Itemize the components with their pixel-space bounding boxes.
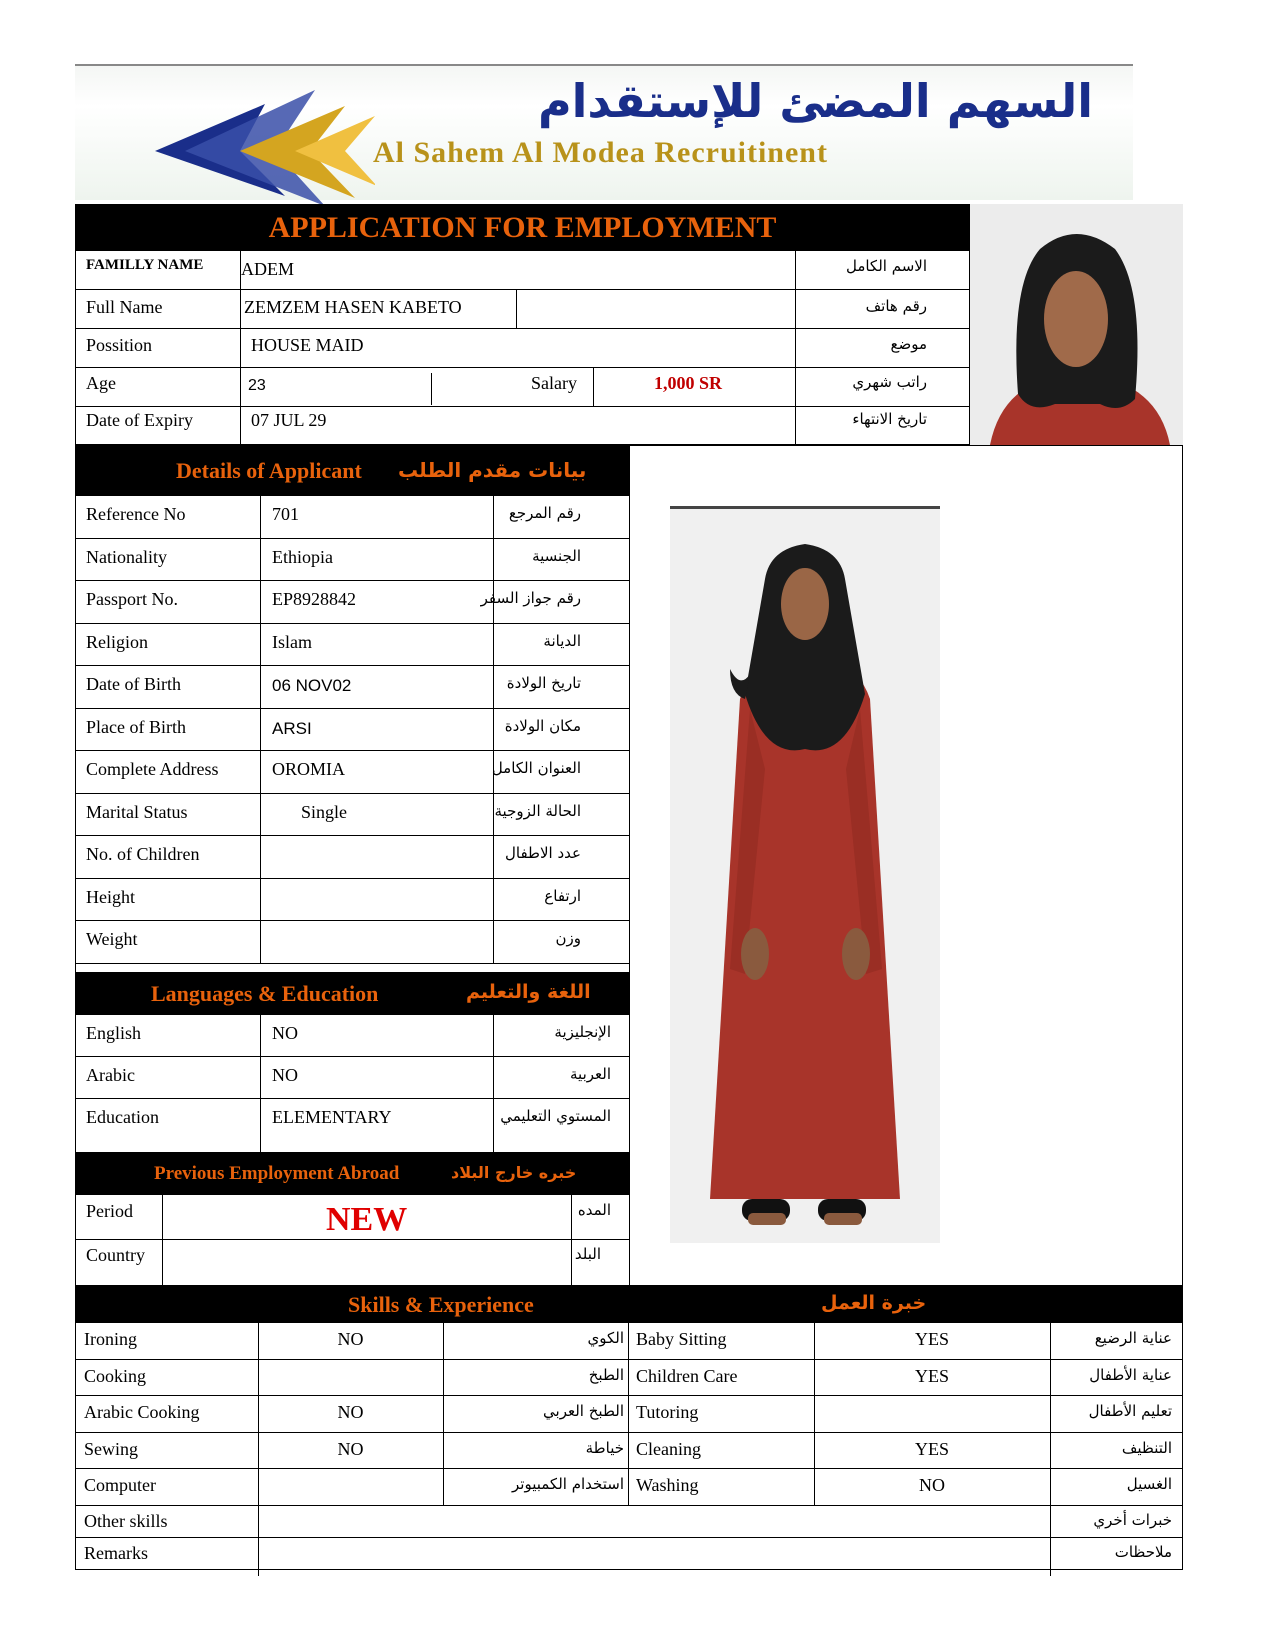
table-row [76, 709, 629, 752]
headshot-photo [970, 204, 1183, 445]
skill-value: NO [337, 1438, 364, 1459]
country-ar: البلد [574, 1245, 601, 1263]
logo-banner [75, 64, 1133, 200]
full-name-label: Full Name [86, 297, 163, 317]
period-label: Period [86, 1201, 133, 1221]
languages-header-bar [76, 973, 629, 1015]
full-body-figure-icon [670, 509, 940, 1243]
form-title-bar [76, 205, 969, 251]
top-block [75, 204, 970, 445]
row-label: Nationality [86, 546, 167, 567]
row-label: English [86, 1023, 142, 1043]
table-row [76, 921, 629, 964]
row-label: Weight [86, 929, 138, 949]
remarks-label: Remarks [84, 1542, 148, 1563]
row-label: Height [86, 886, 135, 907]
row-arabic-label: مكان الولادة [504, 716, 581, 735]
row-arabic-label: الجنسية [532, 546, 581, 565]
skill-value: YES [914, 1365, 949, 1386]
row-label: Complete Address [86, 759, 219, 779]
other-skills-label: Other skills [84, 1510, 168, 1531]
row-arabic-label: العنوان الكامل [491, 759, 581, 777]
row-arabic-label: رقم جواز السفر [480, 589, 581, 607]
age-value: 23 [248, 377, 266, 394]
skill-arabic-label: استخدام الكمبيوتر [512, 1475, 624, 1493]
table-row [76, 879, 629, 922]
skill-arabic-label: الطبخ العربي [543, 1402, 624, 1420]
family-name-ar: الاسم الكامل [845, 257, 927, 275]
other-skills-row [76, 1506, 1182, 1538]
table-row [76, 539, 629, 582]
row-arabic-label: وزن [555, 929, 581, 947]
table-row [76, 1323, 1182, 1360]
row-label: Reference No [86, 504, 186, 524]
previous-title-ar: خبره خارج البلاد [451, 1163, 577, 1182]
skill-label: Cooking [84, 1365, 147, 1386]
row-arabic-label: تاريخ الولادة [506, 674, 581, 692]
table-row [76, 1099, 629, 1153]
languages-title-en: Languages & Education [151, 981, 379, 1006]
skill-value: YES [914, 1438, 949, 1459]
previous-employment-table [75, 1152, 630, 1286]
row-label: Arabic [86, 1065, 135, 1085]
table-row [76, 1433, 1182, 1470]
row-arabic-label: الإنجليزية [554, 1023, 611, 1041]
salary-value: 1,000 SR [654, 373, 723, 393]
row-label: No. of Children [86, 844, 200, 864]
period-value: NEW [326, 1201, 408, 1238]
skills-title-ar: خبرة العمل [821, 1292, 927, 1314]
skill-label: Washing [636, 1475, 699, 1495]
skills-table [75, 1286, 1183, 1570]
remarks-arabic-label: ملاحظات [1114, 1542, 1172, 1561]
row-arabic-label: المستوي التعليمي [500, 1107, 611, 1125]
row-value: EP8928842 [272, 589, 357, 609]
row-arabic-label: عدد الاطفال [505, 844, 581, 862]
previous-header-bar [76, 1153, 629, 1195]
expiry-ar: تاريخ الانتهاء [852, 410, 927, 428]
row-value: ARSI [272, 718, 312, 738]
row-arabic-label: العربية [570, 1065, 611, 1083]
skill-arabic-label: خياطة [585, 1438, 624, 1457]
expiry-value: 07 JUL 29 [251, 410, 327, 430]
family-name-value: ADEM [241, 259, 294, 279]
skill-label: Ironing [84, 1329, 137, 1349]
skill-label: Baby Sitting [636, 1329, 727, 1349]
full-body-photo-frame [630, 445, 1183, 1286]
details-title-ar: بيانات مقدم الطلب [398, 458, 587, 482]
age-label: Age [86, 373, 116, 393]
table-row [76, 1360, 1182, 1397]
table-row [76, 624, 629, 667]
full-name-value: ZEMZEM HASEN KABETO [244, 297, 462, 317]
row-label: Date of Birth [86, 674, 181, 694]
previous-title-en: Previous Employment Abroad [154, 1163, 400, 1184]
row-value: NO [272, 1065, 298, 1085]
table-row [76, 581, 629, 624]
skill-label: Sewing [84, 1438, 138, 1459]
row-arabic-label: ارتفاع [544, 886, 581, 905]
skill-label: Computer [84, 1475, 156, 1495]
row-label: Marital Status [86, 801, 188, 822]
details-title-en: Details of Applicant [176, 458, 362, 483]
row-value: 06 NOV02 [272, 676, 352, 695]
monthly-salary-ar: راتب شهري [852, 373, 927, 391]
salary-label: Salary [531, 373, 577, 393]
languages-title-ar: اللغة والتعليم [466, 981, 591, 1003]
row-arabic-label: الحالة الزوجية [494, 801, 581, 820]
country-label: Country [86, 1245, 146, 1265]
row-value: NO [272, 1023, 298, 1043]
table-row [76, 836, 629, 879]
row-value: Islam [272, 631, 312, 652]
phone-ar: رقم هاتف [865, 297, 927, 315]
skill-value: NO [337, 1402, 364, 1422]
remarks-row [76, 1538, 1182, 1576]
row-value: Single [301, 801, 348, 822]
table-row [76, 496, 629, 539]
skills-header-bar [76, 1287, 1182, 1323]
skill-label: Tutoring [636, 1402, 699, 1422]
skill-value: NO [337, 1329, 364, 1349]
details-table [75, 445, 630, 972]
table-row [76, 666, 629, 709]
table-row [76, 794, 629, 837]
table-row [76, 1015, 629, 1057]
row-arabic-label: الديانة [543, 631, 581, 650]
logo-arabic-text: السهم المضئ للإستقدام [537, 74, 1093, 128]
skill-arabic-label: الطبخ [588, 1365, 624, 1384]
table-row [76, 1057, 629, 1099]
other-skills-arabic-label: خبرات أخري [1093, 1510, 1172, 1529]
row-value: Ethiopia [272, 546, 333, 567]
row-arabic-label: رقم المرجع [508, 504, 581, 522]
form-title: APPLICATION FOR EMPLOYMENT [268, 211, 777, 244]
row-label: Passport No. [86, 589, 179, 609]
position-label: Possition [86, 335, 153, 355]
skill-arabic-label: عناية الرضيع [1094, 1329, 1172, 1347]
logo-english-text: Al Sahem Al Modea Recruitinent [373, 136, 828, 169]
expiry-label: Date of Expiry [86, 410, 193, 430]
full-body-photo [670, 506, 940, 1243]
skill-arabic-label: تعليم الأطفال [1088, 1402, 1172, 1420]
row-label: Education [86, 1107, 159, 1127]
details-header-bar [76, 446, 629, 496]
row-label: Place of Birth [86, 716, 186, 737]
row-value: OROMIA [272, 759, 346, 779]
skill-value: NO [919, 1475, 945, 1495]
row-value: 701 [272, 504, 299, 524]
arrow-logo-icon [145, 76, 375, 210]
skills-title-en: Skills & Experience [348, 1292, 534, 1317]
family-name-label: FAMILLY NAME [86, 257, 204, 273]
table-row [76, 751, 629, 794]
row-value: ELEMENTARY [272, 1107, 392, 1127]
skill-arabic-label: الغسيل [1126, 1475, 1172, 1493]
headshot-figure-icon [970, 204, 1183, 445]
skill-label: Arabic Cooking [84, 1402, 200, 1422]
position-ar: موضع [890, 335, 927, 353]
skill-label: Children Care [636, 1365, 738, 1386]
row-label: Religion [86, 631, 148, 652]
skill-label: Cleaning [636, 1438, 701, 1459]
languages-table [75, 972, 630, 1152]
skill-arabic-label: الكوي [587, 1329, 624, 1347]
skill-value: YES [914, 1329, 949, 1349]
period-ar: المده [577, 1201, 611, 1219]
position-value: HOUSE MAID [251, 335, 364, 355]
table-row [76, 1469, 1182, 1506]
skill-arabic-label: التنظيف [1121, 1438, 1172, 1457]
skill-arabic-label: عناية الأطفال [1089, 1365, 1172, 1384]
table-row [76, 1396, 1182, 1433]
